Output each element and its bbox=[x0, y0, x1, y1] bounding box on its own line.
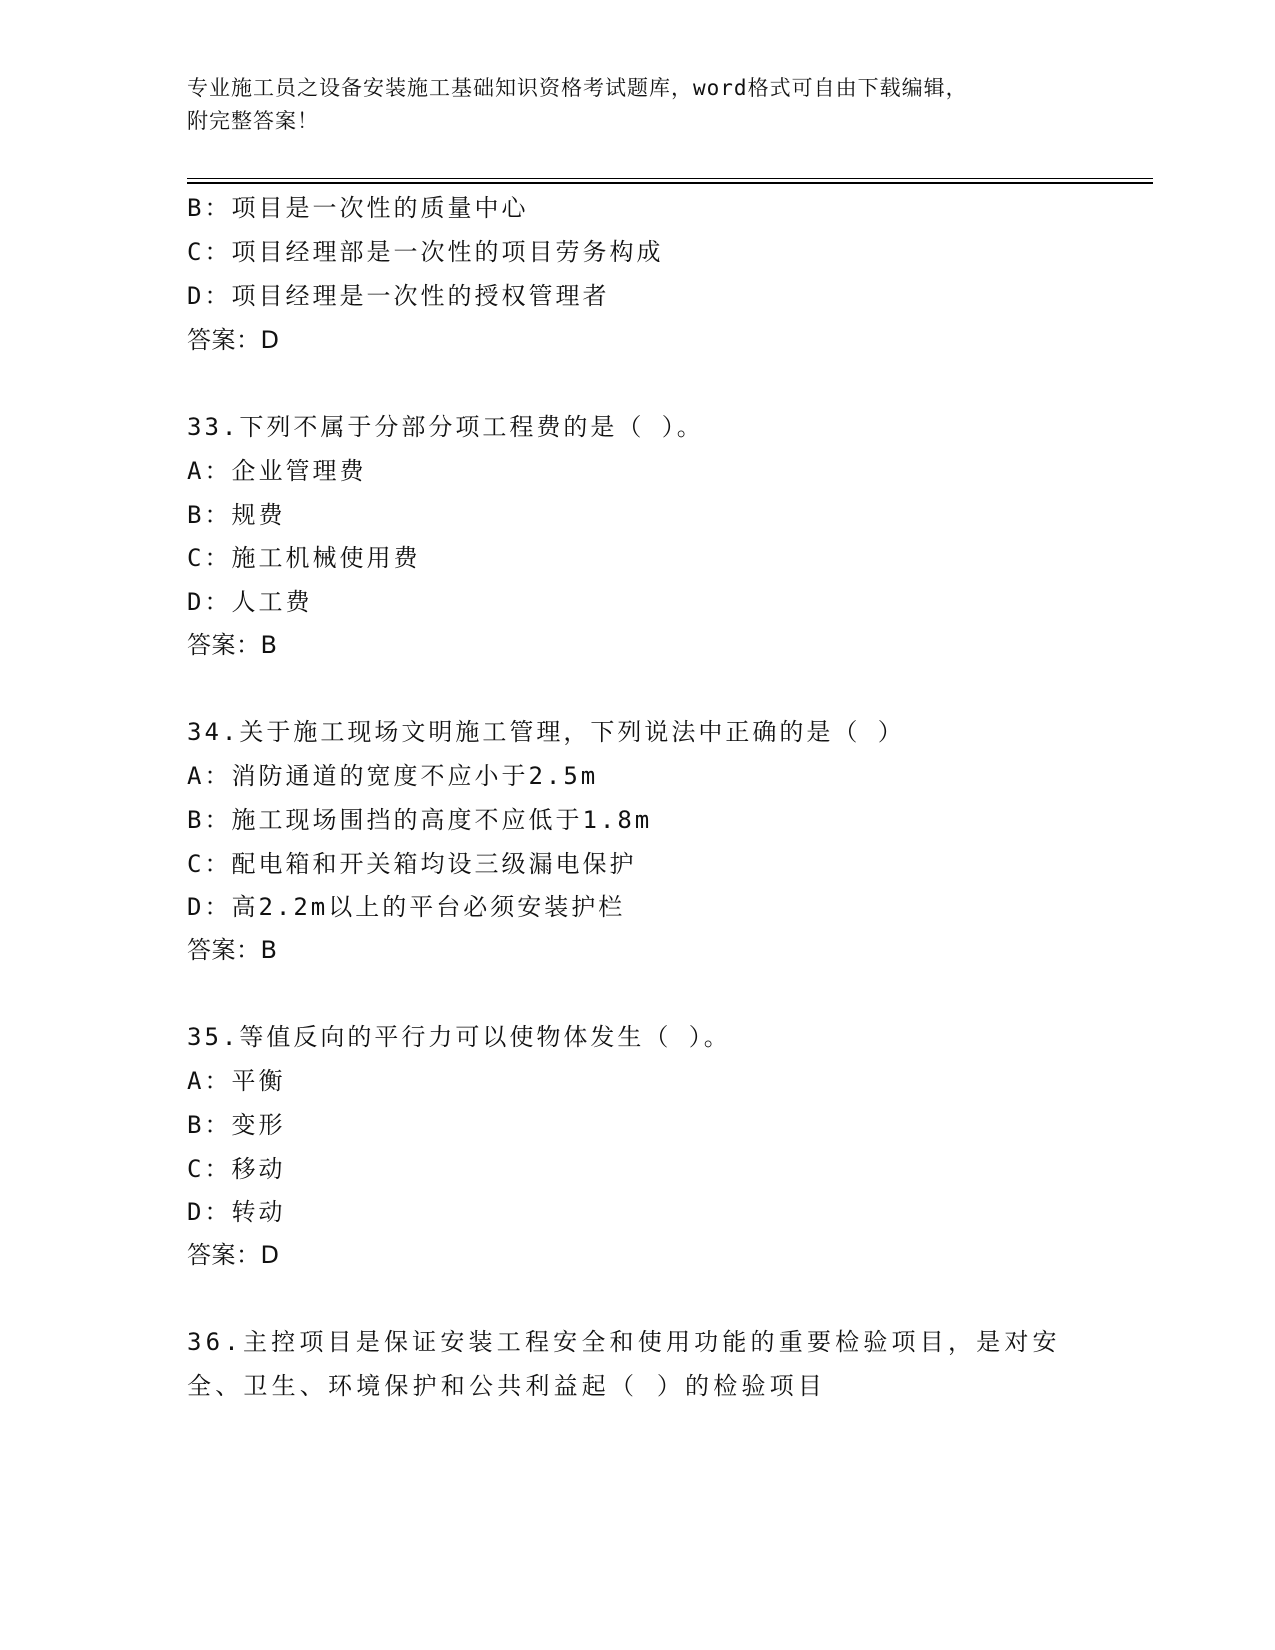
q34-option-b: B：施工现场围挡的高度不应低于1.8m bbox=[187, 806, 653, 834]
q36-stem-line-1: 36.主控项目是保证安装工程安全和使用功能的重要检验项目，是对安 bbox=[187, 1328, 1061, 1356]
q34-option-c: C：配电箱和开关箱均设三级漏电保护 bbox=[187, 850, 637, 878]
q34-option-d: D：高2.2m以上的平台必须安装护栏 bbox=[187, 893, 626, 921]
q35-option-d: D：转动 bbox=[187, 1198, 286, 1226]
q35-option-b: B：变形 bbox=[187, 1111, 286, 1139]
q34-answer: 答案：B bbox=[187, 936, 278, 964]
q35-option-a: A：平衡 bbox=[187, 1067, 286, 1095]
q33-option-c: C：施工机械使用费 bbox=[187, 544, 421, 572]
header-line-2: 附完整答案！ bbox=[187, 109, 319, 133]
q35-option-c: C：移动 bbox=[187, 1155, 286, 1183]
q33-option-d: D：人工费 bbox=[187, 588, 313, 616]
q35-answer: 答案：D bbox=[187, 1241, 280, 1269]
q36-stem-line-2: 全、卫生、环境保护和公共利益起（ ）的检验项目 bbox=[187, 1372, 827, 1400]
q34-stem: 34.关于施工现场文明施工管理，下列说法中正确的是（ ） bbox=[187, 718, 905, 746]
header-divider-thick bbox=[187, 182, 1153, 184]
q35-stem: 35.等值反向的平行力可以使物体发生（ ）。 bbox=[187, 1023, 731, 1051]
q33-option-a: A：企业管理费 bbox=[187, 457, 367, 485]
q32-option-c: C：项目经理部是一次性的项目劳务构成 bbox=[187, 238, 664, 266]
q33-stem: 33.下列不属于分部分项工程费的是（ ）。 bbox=[187, 413, 704, 441]
document-header bbox=[187, 72, 1087, 138]
q33-option-b: B：规费 bbox=[187, 501, 286, 529]
q32-answer: 答案：D bbox=[187, 326, 280, 354]
q34-option-a: A：消防通道的宽度不应小于2.5m bbox=[187, 762, 599, 790]
q32-option-d: D：项目经理是一次性的授权管理者 bbox=[187, 282, 610, 310]
q33-answer: 答案：B bbox=[187, 631, 278, 659]
header-divider-thin bbox=[187, 178, 1153, 179]
q32-option-b: B：项目是一次性的质量中心 bbox=[187, 194, 529, 222]
header-line-1: 专业施工员之设备安装施工基础知识资格考试题库，word格式可自由下载编辑， bbox=[187, 76, 968, 100]
